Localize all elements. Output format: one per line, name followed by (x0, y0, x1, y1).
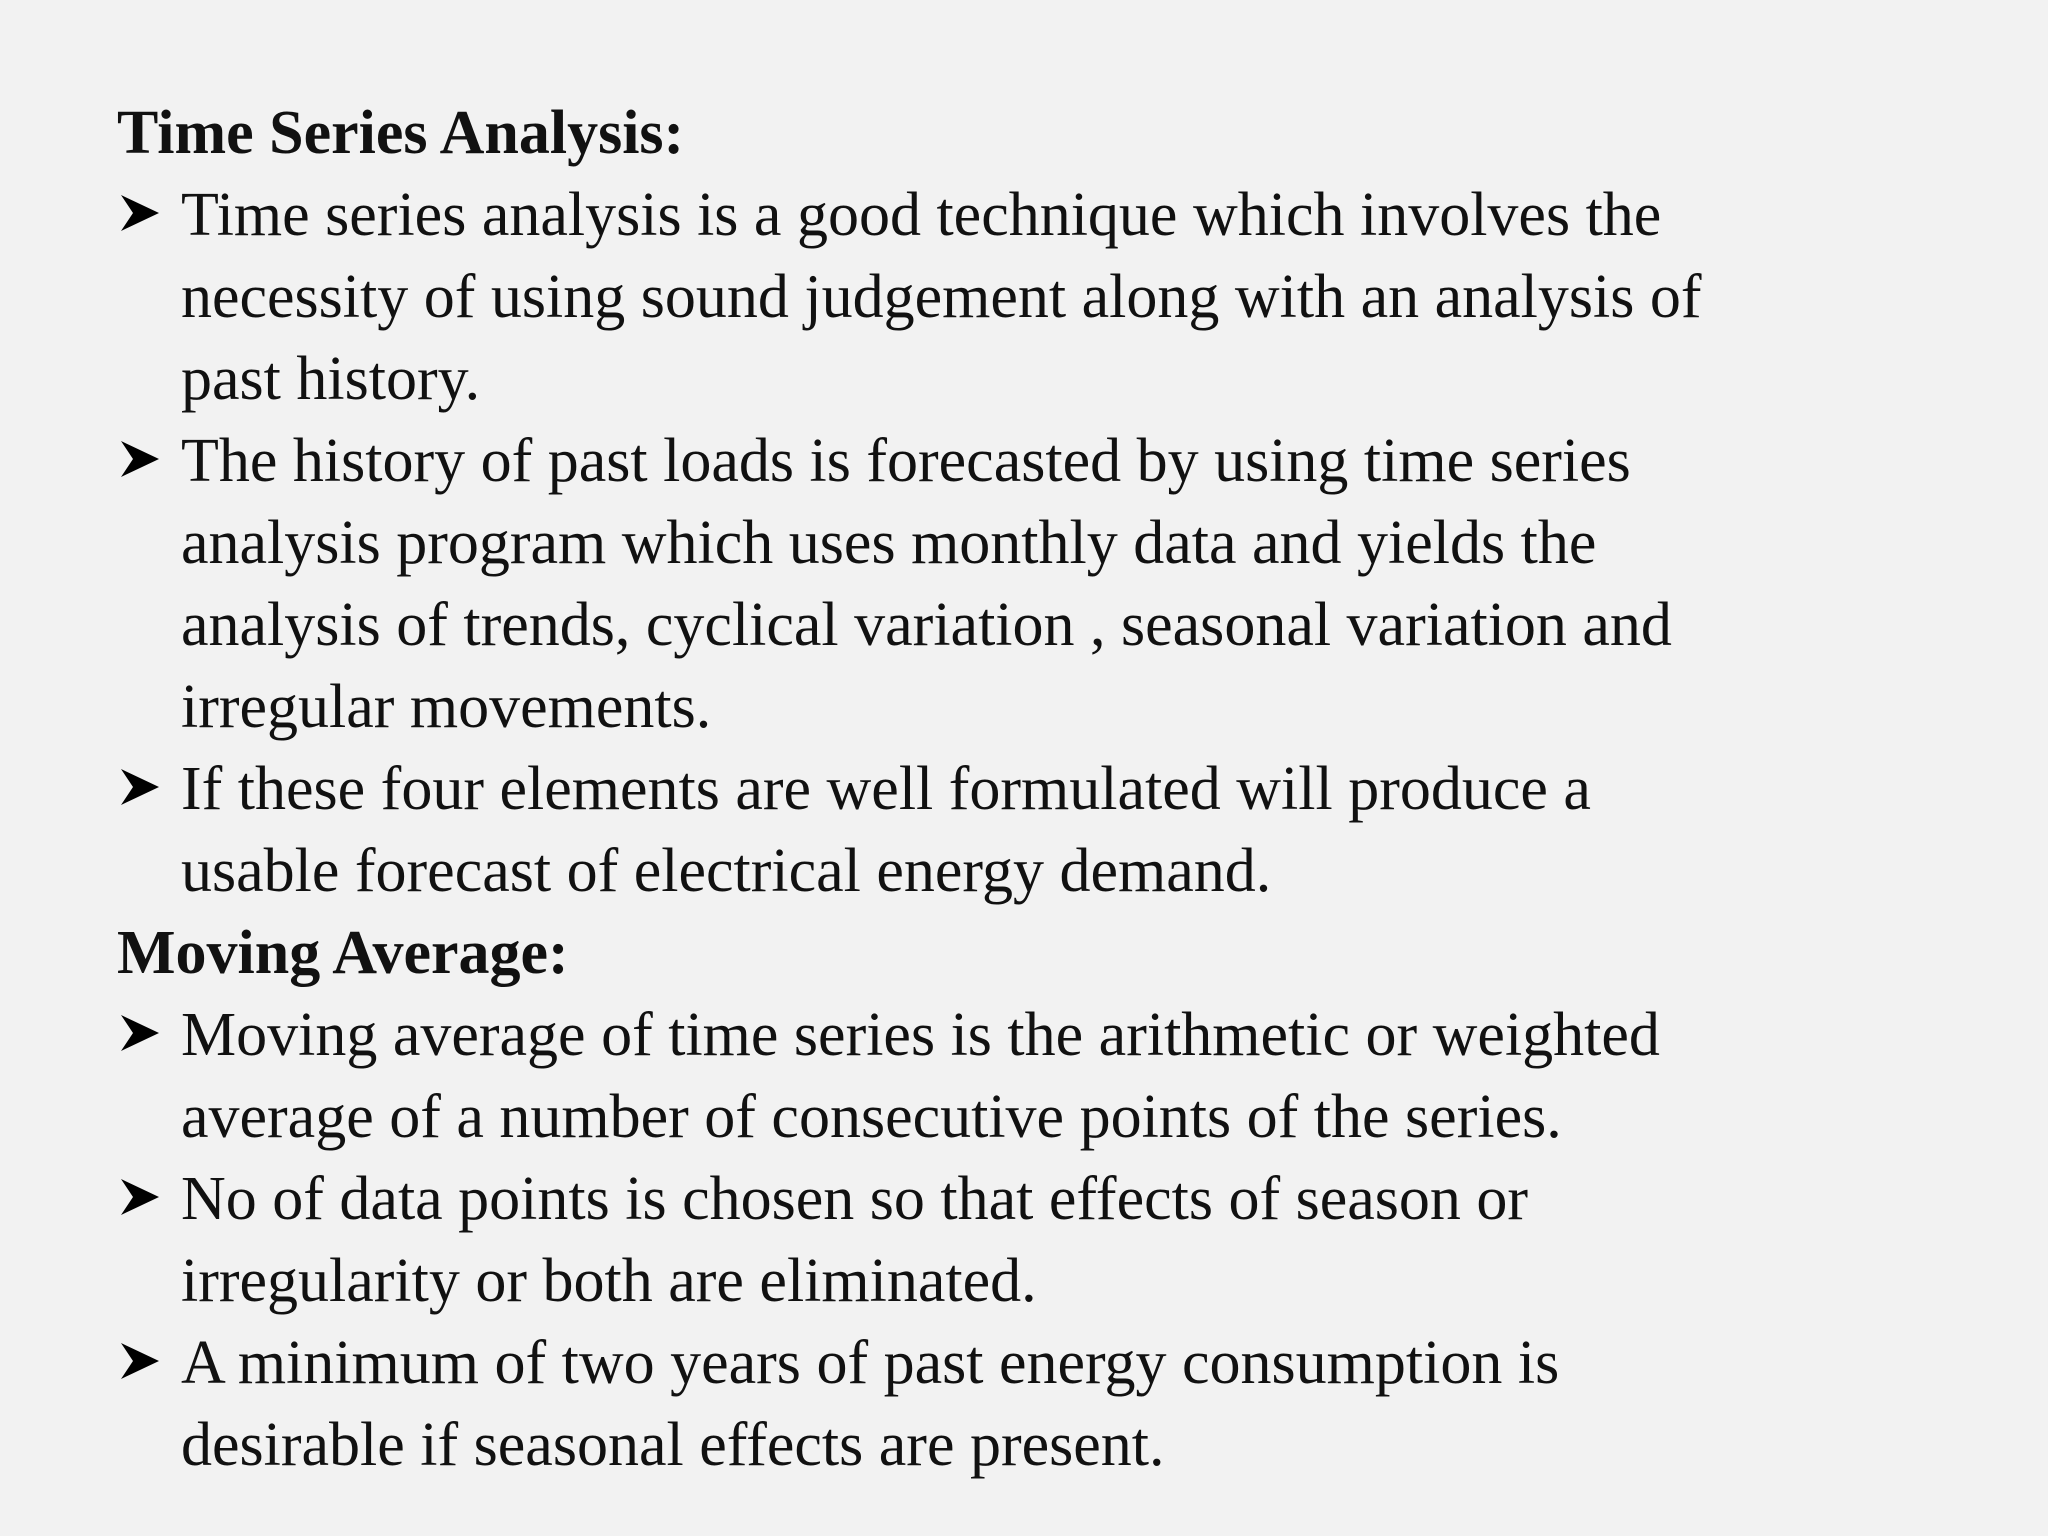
section-heading: Time Series Analysis: (117, 99, 685, 167)
bullet-line: analysis of trends, cyclical variation , seasonal variation and (181, 591, 1672, 659)
arrowhead-bullet-icon (119, 1013, 161, 1053)
bullet-line: If these four elements are well formulated will produce a (181, 755, 1591, 823)
bullet-text (181, 748, 1997, 912)
bullet-item (117, 420, 1997, 748)
bullet-text (181, 994, 1997, 1158)
bullet-text (181, 174, 1997, 420)
bullet-line: Time series analysis is a good technique which involves the (181, 181, 1662, 249)
bullet-item (117, 994, 1997, 1158)
arrowhead-bullet-icon (119, 439, 161, 479)
bullet-list (117, 174, 1997, 912)
bullet-item (117, 1322, 1997, 1486)
bullet-text (181, 420, 1997, 748)
arrowhead-bullet-icon (119, 1177, 161, 1217)
bullet-item (117, 174, 1997, 420)
bullet-line: past history. (181, 345, 481, 413)
bullet-line: irregular movements. (181, 673, 712, 741)
bullet-line: A minimum of two years of past energy consumption is (181, 1329, 1560, 1397)
arrowhead-bullet-icon (119, 1341, 161, 1381)
bullet-line: analysis program which uses monthly data and yields the (181, 509, 1597, 577)
bullet-line: necessity of using sound judgement along with an analysis of (181, 263, 1702, 331)
section-time-series-analysis (117, 92, 1997, 912)
bullet-text (181, 1158, 1997, 1322)
bullet-line: usable forecast of electrical energy demand. (181, 837, 1272, 905)
bullet-text (181, 1322, 1997, 1486)
bullet-line: irregularity or both are eliminated. (181, 1247, 1037, 1315)
arrowhead-bullet-icon (119, 193, 161, 233)
bullet-line: The history of past loads is forecasted by using time series (181, 427, 1631, 495)
bullet-list (117, 994, 1997, 1486)
bullet-line: average of a number of consecutive points of the series. (181, 1083, 1562, 1151)
bullet-item (117, 748, 1997, 912)
bullet-line: No of data points is chosen so that effects of season or (181, 1165, 1529, 1233)
section-heading: Moving Average: (117, 919, 569, 987)
section-moving-average (117, 912, 1997, 1486)
bullet-item (117, 1158, 1997, 1322)
arrowhead-bullet-icon (119, 767, 161, 807)
slide-content (117, 92, 1997, 1486)
bullet-line: desirable if seasonal effects are present. (181, 1411, 1165, 1479)
bullet-line: Moving average of time series is the arithmetic or weighted (181, 1001, 1660, 1069)
